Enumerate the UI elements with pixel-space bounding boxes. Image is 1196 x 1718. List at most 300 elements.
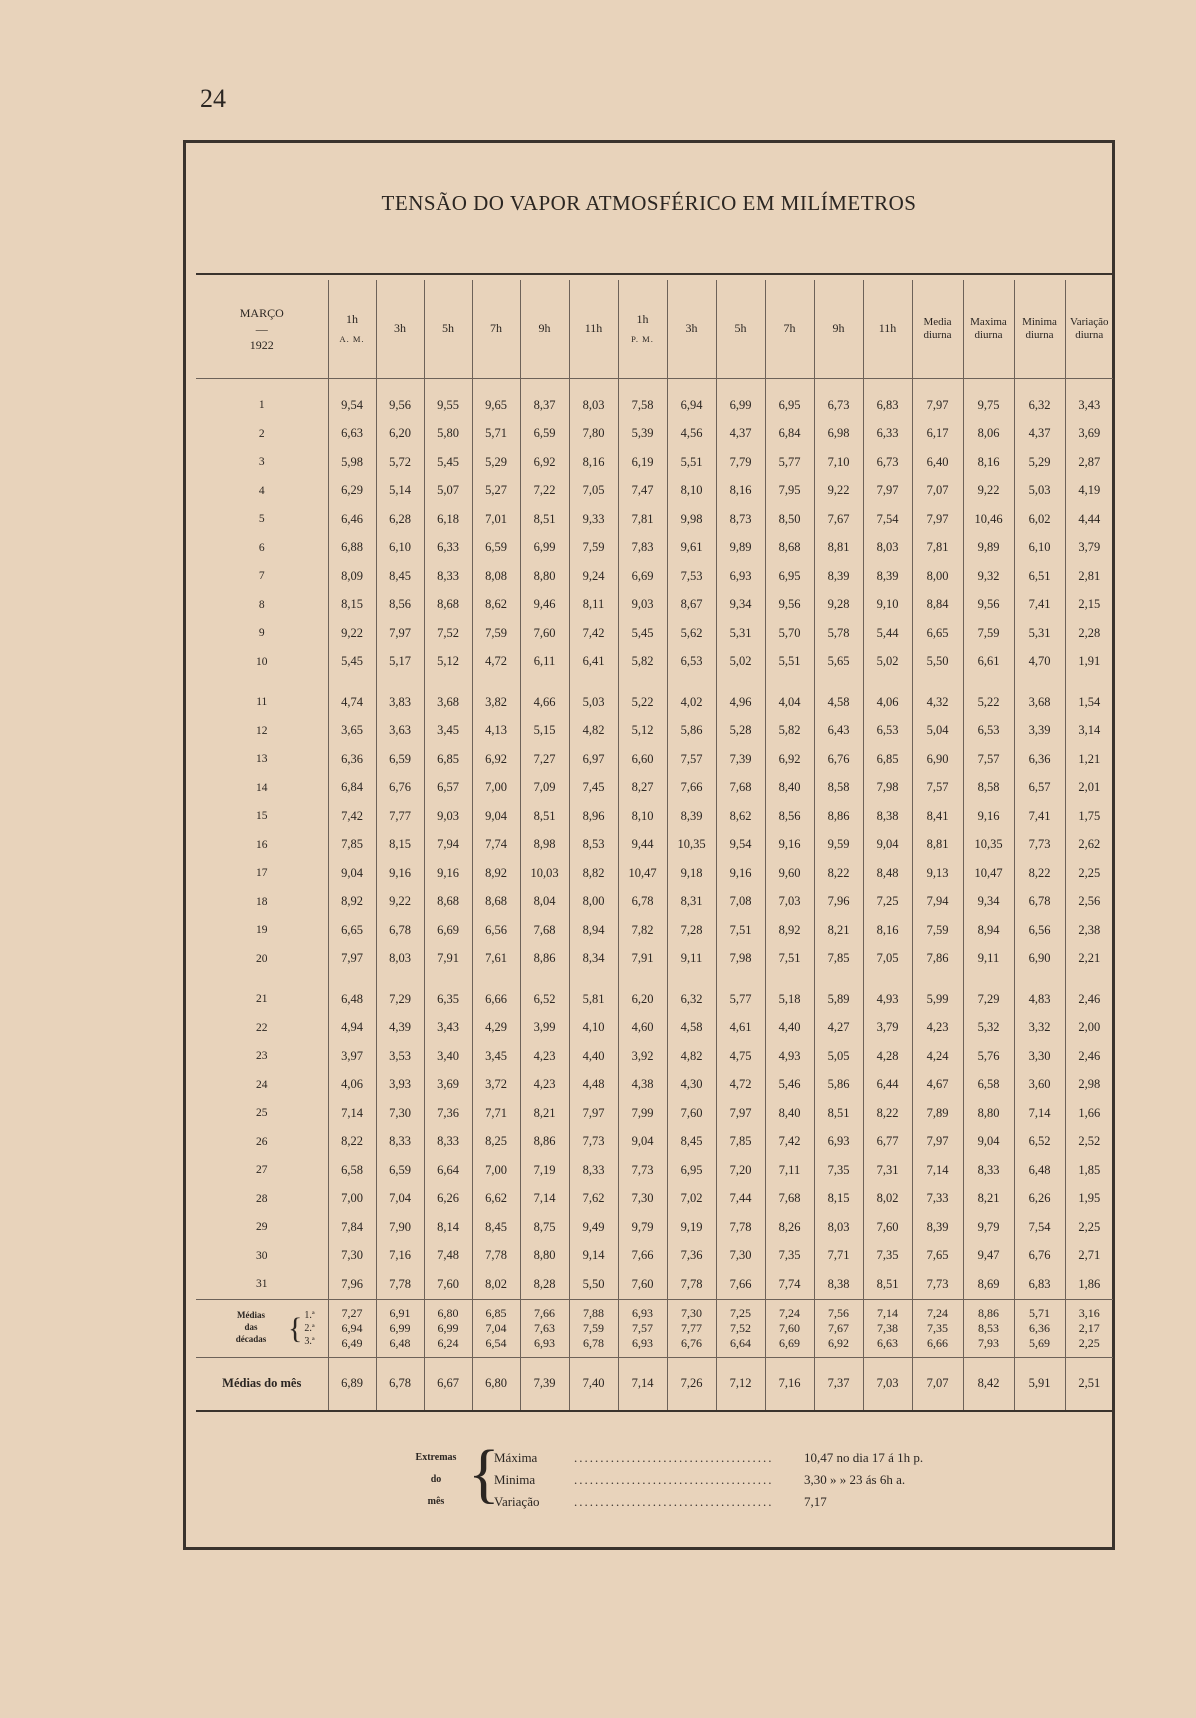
table-cell: 7,78 <box>716 1213 765 1242</box>
table-cell: 6,56 <box>472 916 520 945</box>
decade-mean-value: 6,63 <box>877 1335 898 1350</box>
table-cell: 7,54 <box>863 505 912 534</box>
table-cell: 9,04 <box>618 1128 667 1157</box>
table-cell: 7,44 <box>716 1185 765 1214</box>
table-cell: 9,56 <box>376 379 424 420</box>
table-cell: 6,58 <box>963 1071 1014 1100</box>
decade-mean-value: 7,14 <box>877 1305 898 1320</box>
table-cell: 7,81 <box>912 534 963 563</box>
table-cell: 7,71 <box>814 1242 863 1271</box>
table-cell: 7,16 <box>376 1242 424 1271</box>
table-cell: 6,73 <box>863 448 912 477</box>
extreme-min-row: Minima ...................................... 3,30 » » 23 ás 6h a. <box>494 1469 974 1491</box>
table-cell: 2,71 <box>1065 1242 1113 1271</box>
extreme-max-row: Máxima ...................................... 10,47 no dia 17 á 1h p. <box>494 1447 974 1469</box>
table-cell: 8,37 <box>520 379 569 420</box>
table-row <box>196 648 1113 677</box>
table-row <box>196 420 1113 449</box>
decade-mean-value: 6,94 <box>341 1320 363 1335</box>
day-number: 4 <box>258 484 265 497</box>
table-cell: 7,28 <box>667 916 716 945</box>
table-cell: 9,16 <box>765 831 814 860</box>
table-cell: 9,59 <box>814 831 863 860</box>
day-number: 21 <box>256 993 268 1006</box>
hour-header: 3h <box>376 280 424 379</box>
table-row <box>196 774 1113 803</box>
table-cell: 6,93 <box>814 1128 863 1157</box>
decade-means-cell <box>765 1299 814 1357</box>
table-cell: 6,78 <box>1014 888 1065 917</box>
table-cell: 2,25 <box>1065 1213 1113 1242</box>
decade-mean-value: 7,66 <box>534 1305 555 1320</box>
table-cell: 5,31 <box>1014 619 1065 648</box>
decade-means-cell <box>1065 1299 1113 1357</box>
table-cell: 8,21 <box>963 1185 1014 1214</box>
table-cell: 7,97 <box>912 379 963 420</box>
table-cell: 6,40 <box>912 448 963 477</box>
table-cell: 4,93 <box>765 1042 814 1071</box>
table-cell: 8,94 <box>569 916 618 945</box>
table-cell: 7,97 <box>376 619 424 648</box>
table-cell: 8,67 <box>667 591 716 620</box>
table-cell: 6,63 <box>328 420 376 449</box>
decade-mean-value: 6,85 <box>485 1305 507 1320</box>
table-cell: 8,11 <box>569 591 618 620</box>
table-cell: 7,45 <box>569 774 618 803</box>
decade-means-cell <box>814 1299 863 1357</box>
table-cell: 7,42 <box>569 619 618 648</box>
table-cell: 7,58 <box>618 379 667 420</box>
table-cell: 7,00 <box>472 1156 520 1185</box>
table-cell: 3,63 <box>376 717 424 746</box>
table-cell: 8,02 <box>472 1270 520 1299</box>
decade-mean-value: 7,67 <box>828 1320 849 1335</box>
leader-dots: ...................................... <box>574 1472 774 1487</box>
table-cell: 2,62 <box>1065 831 1113 860</box>
decade-mean-value: 6,92 <box>828 1335 849 1350</box>
table-cell: 4,48 <box>569 1071 618 1100</box>
table-cell: 7,60 <box>618 1270 667 1299</box>
table-cell: 6,97 <box>569 745 618 774</box>
table-cell: 7,14 <box>1014 1099 1065 1128</box>
day-number: 1 <box>258 399 265 412</box>
table-cell: 8,84 <box>912 591 963 620</box>
table-cell: 5,29 <box>472 448 520 477</box>
table-row <box>196 1099 1113 1128</box>
month-mean-cell: 6,80 <box>472 1357 520 1411</box>
table-cell: 4,82 <box>569 717 618 746</box>
decade-mean-value: 7,93 <box>978 1335 999 1350</box>
table-cell: 2,87 <box>1065 448 1113 477</box>
table-cell: 9,32 <box>963 562 1014 591</box>
table-cell: 6,64 <box>424 1156 472 1185</box>
table-cell: 7,04 <box>376 1185 424 1214</box>
table-cell: 9,55 <box>424 379 472 420</box>
table-cell: 7,97 <box>569 1099 618 1128</box>
table-cell: 8,86 <box>520 945 569 974</box>
table-cell: 1,91 <box>1065 648 1113 677</box>
table-cell: 5,17 <box>376 648 424 677</box>
decade-means-cell <box>569 1299 618 1357</box>
table-cell: 8,03 <box>814 1213 863 1242</box>
table-cell: 7,54 <box>1014 1213 1065 1242</box>
table-cell: 3,72 <box>472 1071 520 1100</box>
decade-mean-value: 6,78 <box>583 1335 604 1350</box>
table-cell: 7,05 <box>569 477 618 506</box>
decade-mean-value: 6,91 <box>389 1305 411 1320</box>
table-cell: 6,99 <box>520 534 569 563</box>
table-cell: 3,43 <box>1065 379 1113 420</box>
table-cell: 7,60 <box>863 1213 912 1242</box>
table-cell: 8,15 <box>328 591 376 620</box>
table-row <box>196 534 1113 563</box>
table-cell: 9,19 <box>667 1213 716 1242</box>
table-cell: 8,38 <box>863 802 912 831</box>
table-cell: 6,65 <box>328 916 376 945</box>
decade-means-cell <box>520 1299 569 1357</box>
table-cell: 9,34 <box>963 888 1014 917</box>
table-cell: 8,45 <box>667 1128 716 1157</box>
table-cell: 8,94 <box>963 916 1014 945</box>
table-cell: 5,82 <box>618 648 667 677</box>
table-cell: 7,74 <box>765 1270 814 1299</box>
table-row <box>196 802 1113 831</box>
table-cell: 2,46 <box>1065 1042 1113 1071</box>
day-number: 31 <box>256 1278 268 1291</box>
decade-mean-value: 7,77 <box>681 1320 702 1335</box>
table-row <box>196 916 1113 945</box>
table-cell: 4,37 <box>716 420 765 449</box>
table-cell: 6,48 <box>1014 1156 1065 1185</box>
table-cell: 4,75 <box>716 1042 765 1071</box>
table-cell: 7,02 <box>667 1185 716 1214</box>
table-cell: 6,76 <box>1014 1242 1065 1271</box>
decade-means-label: Médias das décadas { 1.ª 2.ª 3.ª <box>196 1299 328 1357</box>
table-cell: 7,03 <box>765 888 814 917</box>
table-cell: 9,28 <box>814 591 863 620</box>
table-cell: 7,51 <box>716 916 765 945</box>
decade-mean-value: 8,53 <box>978 1320 999 1335</box>
table-cell: 7,89 <box>912 1099 963 1128</box>
table-cell: 1,95 <box>1065 1185 1113 1214</box>
table-cell: 5,51 <box>765 648 814 677</box>
pm-label: P. M. <box>631 334 654 345</box>
table-row <box>196 831 1113 860</box>
table-cell: 7,35 <box>814 1156 863 1185</box>
table-row <box>196 676 1113 717</box>
hour-header: 5h <box>716 280 765 379</box>
table-cell: 9,18 <box>667 859 716 888</box>
decade-mean-value: 6,48 <box>389 1335 411 1350</box>
table-cell: 7,97 <box>863 477 912 506</box>
table-row <box>196 448 1113 477</box>
table-cell: 4,38 <box>618 1071 667 1100</box>
table-cell: 4,66 <box>520 676 569 717</box>
table-cell: 9,65 <box>472 379 520 420</box>
table-cell: 7,66 <box>716 1270 765 1299</box>
day-number: 3 <box>258 456 265 469</box>
table-cell: 6,35 <box>424 973 472 1014</box>
table-row <box>196 1185 1113 1214</box>
decade-mean-value: 6,76 <box>681 1335 702 1350</box>
table-row <box>196 973 1113 1014</box>
vapor-tension-table <box>196 280 1113 1412</box>
decade-mean-value: 7,57 <box>632 1320 653 1335</box>
table-cell: 8,51 <box>520 802 569 831</box>
table-cell: 4,06 <box>863 676 912 717</box>
table-cell: 7,00 <box>472 774 520 803</box>
table-cell: 8,58 <box>963 774 1014 803</box>
table-cell: 3,68 <box>424 676 472 717</box>
table-cell: 8,39 <box>814 562 863 591</box>
table-cell: 8,34 <box>569 945 618 974</box>
decade-mean-value: 8,86 <box>978 1305 999 1320</box>
table-cell: 7,94 <box>912 888 963 917</box>
table-cell: 4,94 <box>328 1014 376 1043</box>
decade-mean-value: 6,49 <box>341 1335 363 1350</box>
table-cell: 8,48 <box>863 859 912 888</box>
table-cell: 7,83 <box>618 534 667 563</box>
table-cell: 7,36 <box>667 1242 716 1271</box>
table-cell: 7,79 <box>716 448 765 477</box>
table-cell: 7,59 <box>472 619 520 648</box>
table-cell: 2,81 <box>1065 562 1113 591</box>
table-cell: 8,33 <box>569 1156 618 1185</box>
table-cell: 7,41 <box>1014 802 1065 831</box>
table-cell: 9,89 <box>716 534 765 563</box>
table-cell: 9,60 <box>765 859 814 888</box>
table-cell: 3,43 <box>424 1014 472 1043</box>
table-cell: 6,65 <box>912 619 963 648</box>
table-cell: 8,22 <box>814 859 863 888</box>
decade-mean-value: 7,59 <box>583 1320 604 1335</box>
table-cell: 3,30 <box>1014 1042 1065 1071</box>
day-number: 15 <box>256 810 268 823</box>
table-cell: 7,20 <box>716 1156 765 1185</box>
table-cell: 7,62 <box>569 1185 618 1214</box>
table-cell: 5,32 <box>963 1014 1014 1043</box>
table-cell: 9,04 <box>963 1128 1014 1157</box>
table-cell: 7,59 <box>912 916 963 945</box>
table-cell: 5,80 <box>424 420 472 449</box>
table-cell: 6,52 <box>1014 1128 1065 1157</box>
table-row <box>196 1213 1113 1242</box>
table-cell: 8,31 <box>667 888 716 917</box>
daily-rows <box>196 379 1113 1300</box>
month-mean-cell: 5,91 <box>1014 1357 1065 1411</box>
table-cell: 6,99 <box>716 379 765 420</box>
media-diurna-header: Media diurna <box>912 280 963 379</box>
table-cell: 7,73 <box>1014 831 1065 860</box>
day-number: 14 <box>256 781 268 794</box>
table-cell: 8,86 <box>814 802 863 831</box>
table-cell: 7,25 <box>863 888 912 917</box>
table-cell: 7,66 <box>618 1242 667 1271</box>
table-cell: 6,33 <box>424 534 472 563</box>
decade-means-cell <box>424 1299 472 1357</box>
table-cell: 8,00 <box>569 888 618 917</box>
table-cell: 7,91 <box>424 945 472 974</box>
day-number: 16 <box>256 838 268 851</box>
table-cell: 7,82 <box>618 916 667 945</box>
table-cell: 5,65 <box>814 648 863 677</box>
hour-header: 5h <box>424 280 472 379</box>
table-cell: 4,02 <box>667 676 716 717</box>
day-number: 8 <box>258 598 265 611</box>
table-cell: 8,40 <box>765 774 814 803</box>
table-cell: 7,00 <box>328 1185 376 1214</box>
table-row <box>196 505 1113 534</box>
table-cell: 6,59 <box>376 1156 424 1185</box>
table-cell: 3,45 <box>424 717 472 746</box>
table-cell: 5,15 <box>520 717 569 746</box>
table-cell: 7,14 <box>328 1099 376 1128</box>
leader-dots: ...................................... <box>574 1450 774 1465</box>
table-cell: 5,86 <box>814 1071 863 1100</box>
table-cell: 8,06 <box>963 420 1014 449</box>
table-cell: 4,28 <box>863 1042 912 1071</box>
table-cell: 8,33 <box>376 1128 424 1157</box>
month-mean-cell: 7,03 <box>863 1357 912 1411</box>
table-cell: 7,51 <box>765 945 814 974</box>
table-cell: 4,58 <box>814 676 863 717</box>
table-cell: 8,27 <box>618 774 667 803</box>
table-cell: 9,16 <box>716 859 765 888</box>
table-cell: 4,37 <box>1014 420 1065 449</box>
hour-header: 7h <box>765 280 814 379</box>
table-cell: 4,74 <box>328 676 376 717</box>
table-cell: 5,76 <box>963 1042 1014 1071</box>
table-cell: 5,86 <box>667 717 716 746</box>
table-cell: 2,52 <box>1065 1128 1113 1157</box>
table-cell: 3,65 <box>328 717 376 746</box>
table-cell: 7,85 <box>328 831 376 860</box>
table-cell: 8,56 <box>765 802 814 831</box>
decade-mean-value: 7,38 <box>877 1320 898 1335</box>
table-cell: 7,78 <box>472 1242 520 1271</box>
table-cell: 7,29 <box>376 973 424 1014</box>
table-cell: 7,94 <box>424 831 472 860</box>
table-cell: 6,26 <box>424 1185 472 1214</box>
month-dash: — <box>255 321 268 336</box>
hour-header: 3h <box>667 280 716 379</box>
table-cell: 8,80 <box>963 1099 1014 1128</box>
table-cell: 4,70 <box>1014 648 1065 677</box>
hour-header: 11h <box>569 280 618 379</box>
table-cell: 8,03 <box>376 945 424 974</box>
table-cell: 7,97 <box>912 505 963 534</box>
table-cell: 7,08 <box>716 888 765 917</box>
decade-mean-value: 6,24 <box>437 1335 459 1350</box>
table-cell: 9,56 <box>963 591 1014 620</box>
table-cell: 7,59 <box>963 619 1014 648</box>
table-cell: 4,06 <box>328 1071 376 1100</box>
table-cell: 7,81 <box>618 505 667 534</box>
table-cell: 5,77 <box>765 448 814 477</box>
table-cell: 6,36 <box>1014 745 1065 774</box>
table-cell: 7,86 <box>912 945 963 974</box>
table-cell: 8,50 <box>765 505 814 534</box>
table-cell: 4,56 <box>667 420 716 449</box>
table-cell: 7,36 <box>424 1099 472 1128</box>
table-cell: 4,27 <box>814 1014 863 1043</box>
table-cell: 9,16 <box>424 859 472 888</box>
table-cell: 6,02 <box>1014 505 1065 534</box>
table-cell: 5,02 <box>716 648 765 677</box>
table-cell: 8,68 <box>424 888 472 917</box>
decade-mean-value: 7,60 <box>779 1320 800 1335</box>
table-cell: 8,09 <box>328 562 376 591</box>
table-cell: 7,97 <box>912 1128 963 1157</box>
table-cell: 8,10 <box>618 802 667 831</box>
table-cell: 6,57 <box>424 774 472 803</box>
extreme-variation-row: Variação ...................................... 7,17 <box>494 1491 974 1513</box>
table-cell: 4,23 <box>520 1042 569 1071</box>
decade-mean-value: 6,54 <box>485 1335 507 1350</box>
table-cell: 7,84 <box>328 1213 376 1242</box>
table-cell: 8,15 <box>376 831 424 860</box>
table-cell: 6,20 <box>376 420 424 449</box>
day-number: 24 <box>256 1078 268 1091</box>
table-row <box>196 1014 1113 1043</box>
table-cell: 7,96 <box>814 888 863 917</box>
table-cell: 8,92 <box>472 859 520 888</box>
table-cell: 4,10 <box>569 1014 618 1043</box>
table-cell: 9,24 <box>569 562 618 591</box>
table-cell: 8,45 <box>376 562 424 591</box>
hour-header: 11h <box>863 280 912 379</box>
table-cell: 2,15 <box>1065 591 1113 620</box>
table-cell: 7,07 <box>912 477 963 506</box>
day-number: 26 <box>256 1135 268 1148</box>
table-cell: 5,70 <box>765 619 814 648</box>
table-cell: 7,30 <box>618 1185 667 1214</box>
decade-mean-value: 5,71 <box>1029 1305 1050 1320</box>
table-cell: 7,11 <box>765 1156 814 1185</box>
table-cell: 3,69 <box>1065 420 1113 449</box>
table-cell: 7,27 <box>520 745 569 774</box>
table-cell: 5,05 <box>814 1042 863 1071</box>
table-cell: 4,23 <box>520 1071 569 1100</box>
table-cell: 9,04 <box>328 859 376 888</box>
table-cell: 7,33 <box>912 1185 963 1214</box>
table-cell: 3,93 <box>376 1071 424 1100</box>
table-cell: 7,53 <box>667 562 716 591</box>
day-number: 13 <box>256 753 268 766</box>
table-cell: 5,99 <box>912 973 963 1014</box>
table-cell: 8,03 <box>569 379 618 420</box>
header-row <box>196 280 1113 379</box>
table-cell: 6,59 <box>520 420 569 449</box>
table-cell: 9,34 <box>716 591 765 620</box>
table-cell: 4,32 <box>912 676 963 717</box>
table-cell: 8,33 <box>424 562 472 591</box>
table-cell: 5,44 <box>863 619 912 648</box>
month-mean-cell: 7,39 <box>520 1357 569 1411</box>
table-cell: 9,04 <box>472 802 520 831</box>
table-row <box>196 562 1113 591</box>
table-cell: 2,01 <box>1065 774 1113 803</box>
day-number: 23 <box>256 1050 268 1063</box>
table-cell: 3,14 <box>1065 717 1113 746</box>
table-cell: 1,66 <box>1065 1099 1113 1128</box>
decade-means-cell <box>716 1299 765 1357</box>
table-cell: 5,03 <box>569 676 618 717</box>
month-mean-cell: 8,42 <box>963 1357 1014 1411</box>
table-cell: 1,21 <box>1065 745 1113 774</box>
table-cell: 8,33 <box>424 1128 472 1157</box>
table-cell: 8,80 <box>520 1242 569 1271</box>
